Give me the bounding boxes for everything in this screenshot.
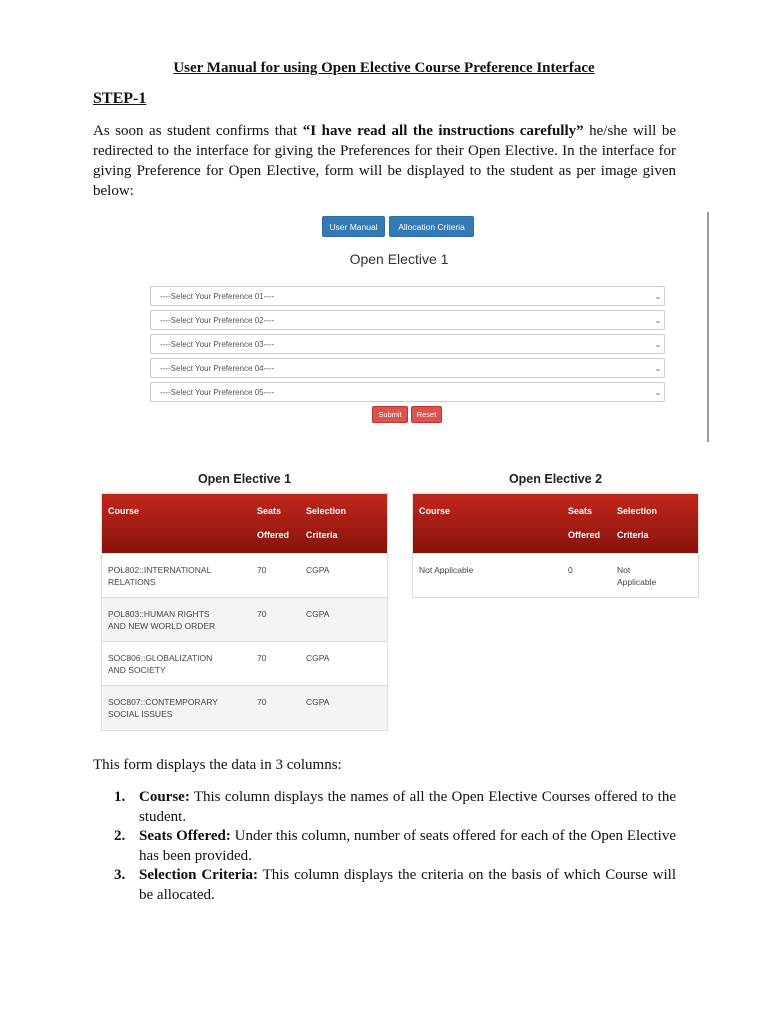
list-number: 1. [114, 789, 126, 805]
table-row [102, 597, 387, 641]
seats-cell: 70 [257, 653, 267, 663]
course-cell: Not Applicable [419, 565, 474, 575]
course-name-line: POL803::HUMAN RIGHTS [108, 609, 210, 619]
table-row [102, 553, 387, 597]
preference-select-label: ----Select Your Preference 04---- [160, 363, 275, 373]
list-text: This column displays the criteria on the basis of which Course will be allocated. [139, 867, 676, 903]
criteria-cell: CGPA [306, 565, 330, 575]
allocation-criteria-button[interactable]: Allocation Criteria [389, 216, 474, 237]
chevron-down-icon: ⌄ [654, 291, 662, 301]
chevron-down-icon: ⌄ [654, 363, 662, 373]
criteria-cell: CGPA [306, 653, 330, 663]
table-title-open-elective-2: Open Elective 2 [508, 472, 603, 486]
criteria-cell: CGPA [306, 609, 330, 619]
open-elective-2-table [412, 493, 699, 598]
criteria-line: Not [617, 565, 631, 575]
list-term: Seats Offered: [139, 828, 231, 844]
course-cell [108, 564, 211, 588]
preference-select-02[interactable] [150, 310, 665, 330]
header-selection: Selection [617, 506, 658, 516]
header-criteria: Criteria [617, 530, 649, 540]
step-heading: STEP-1 [93, 90, 147, 107]
course-name-line: SOC807::CONTEMPORARY [108, 697, 218, 707]
criteria-line: Applicable [617, 577, 657, 587]
user-manual-button[interactable]: User Manual [322, 216, 385, 237]
course-name-line: AND SOCIETY [108, 665, 166, 675]
chevron-down-icon: ⌄ [654, 339, 662, 349]
preference-select-01[interactable] [150, 286, 665, 306]
course-name-line: RELATIONS [108, 577, 156, 587]
list-item [93, 866, 676, 905]
header-course: Course [108, 506, 140, 516]
header-selection: Selection [306, 506, 347, 516]
course-name-line: POL802::INTERNATIONAL [108, 565, 212, 575]
document-title: User Manual for using Open Elective Course Preference Interface [173, 60, 595, 76]
header-seats: Seats [257, 506, 282, 516]
list-number: 2. [114, 828, 126, 844]
table-header [102, 494, 387, 553]
header-criteria: Criteria [306, 530, 338, 540]
header-seats: Seats [568, 506, 593, 516]
course-name-line: AND NEW WORLD ORDER [108, 621, 216, 631]
table-header [413, 494, 698, 553]
list-number: 3. [114, 867, 126, 883]
table-title-open-elective-1: Open Elective 1 [197, 472, 292, 486]
seats-cell: 0 [568, 565, 573, 575]
intro-paragraph [93, 121, 676, 201]
submit-button[interactable]: Submit [372, 406, 408, 423]
preference-select-05[interactable] [150, 382, 665, 402]
list-item [93, 788, 676, 827]
table-row [413, 553, 698, 597]
header-course: Course [419, 506, 451, 516]
preference-select-label: ----Select Your Preference 02---- [160, 315, 275, 325]
list-term: Selection Criteria: [139, 867, 258, 883]
seats-cell: 70 [257, 609, 267, 619]
list-text: Under this column, number of seats offered for each of the Open Elective has been provided. [139, 828, 676, 864]
intro-emphasis: “I have read all the instructions carefully” [302, 123, 584, 139]
table-row [102, 641, 387, 685]
preference-select-label: ----Select Your Preference 03---- [160, 339, 275, 349]
header-offered: Offered [257, 530, 290, 540]
chevron-down-icon: ⌄ [654, 315, 662, 325]
intro-text-end: he/she will be redirected to the interface for giving the Preferences for their Open Elective. In the interface for giving Preference for Open Elective, form will be displayed to the student as per image given below: [93, 123, 676, 199]
course-name-line: SOCIAL ISSUES [108, 709, 173, 719]
intro-text-start: As soon as student confirms that [93, 123, 303, 139]
list-text: This column displays the names of all the Open Elective Courses offered to the student. [139, 789, 676, 825]
preference-select-label: ----Select Your Preference 01---- [160, 291, 275, 301]
preference-select-04[interactable] [150, 358, 665, 378]
list-item [93, 827, 676, 866]
screenshot-divider [707, 212, 709, 442]
columns-summary: This form displays the data in 3 columns: [93, 757, 342, 773]
course-cell [108, 608, 215, 632]
course-cell [108, 696, 218, 720]
chevron-down-icon: ⌄ [654, 387, 662, 397]
course-name-line: SOC806::GLOBALIZATION [108, 653, 213, 663]
criteria-cell: CGPA [306, 697, 330, 707]
preference-select-label: ----Select Your Preference 05---- [160, 387, 275, 397]
reset-button[interactable]: Reset [411, 406, 442, 423]
table-row [102, 685, 387, 729]
seats-cell: 70 [257, 697, 267, 707]
list-term: Course: [139, 789, 190, 805]
form-title: Open Elective 1 [349, 251, 449, 267]
course-cell [108, 652, 212, 676]
preference-select-03[interactable] [150, 334, 665, 354]
column-descriptions-list [93, 788, 676, 905]
seats-cell: 70 [257, 565, 267, 575]
open-elective-1-table [101, 493, 388, 731]
header-offered: Offered [568, 530, 601, 540]
criteria-cell [617, 564, 656, 588]
